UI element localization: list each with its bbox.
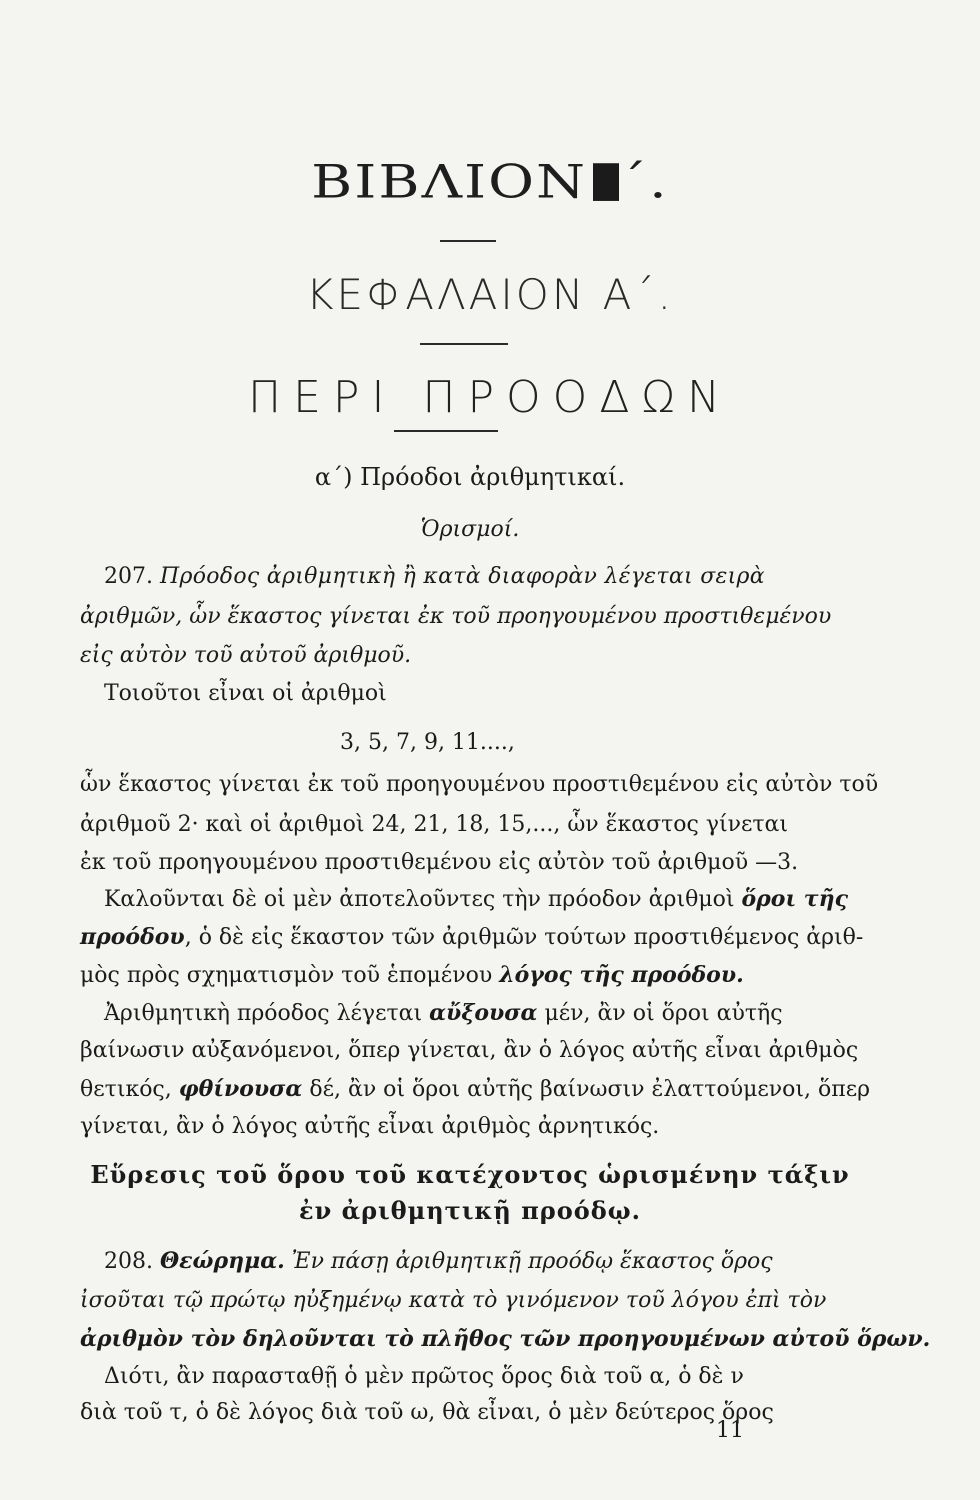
section-heading: ἐν ἀριθμητικῇ προόδῳ. (299, 1196, 641, 1225)
paragraph-line (80, 562, 860, 592)
paragraph-line: ἀριθμὸν τὸν δηλοῦνται τὸ πλῆθος τῶν προηγουμένων αὐτοῦ ὅρων. (80, 1326, 931, 1352)
paragraph-line (104, 884, 860, 915)
book-title-text: ΒΙΒΛΙΟΝ (311, 155, 588, 210)
term-bold: Θεώρημα. (159, 1248, 285, 1274)
term-bold: προόδου (80, 924, 185, 950)
paragraph-text: δέ, ἂν οἱ ὅροι αὐτῆς βαίνωσιν ἐλαττούμενοι, ὅπερ (309, 1077, 871, 1102)
section-heading: Εὕρεσις τοῦ ὅρου τοῦ κατέχοντος ὡρισμένην τάξιν (90, 1160, 850, 1189)
term-bold: φθίνουσα (178, 1076, 303, 1102)
paragraph-line: ἰσοῦται τῷ πρώτῳ ηὐξημένῳ κατὰ τὸ γινόμενον τοῦ λόγου ἐπὶ τὸν (80, 1288, 827, 1313)
paragraph-line (104, 998, 860, 1029)
paragraph-line: ὧν ἕκαστος γίνεται ἐκ τοῦ προηγουμένου προστιθεμένου εἰς αὐτὸν τοῦ (80, 772, 879, 797)
divider-rule (440, 240, 496, 242)
paragraph-text: μέν, ἂν οἱ ὅροι αὐτῆς (544, 1001, 783, 1026)
paragraph-number: 207. (104, 564, 153, 589)
paragraph-text: Ἀριθμητικὴ πρόοδος λέγεται (104, 1001, 423, 1026)
paragraph-line (80, 1246, 860, 1277)
term-bold: αὔξουσα (429, 1000, 538, 1026)
book-title (0, 156, 980, 209)
paragraph-line: ἀριθμοῦ 2· καὶ οἱ ἀριθμοὶ 24, 21, 18, 15,..., ὧν ἕκαστος γίνεται (80, 812, 789, 837)
divider-rule (420, 343, 508, 345)
paragraph-line: διὰ τοῦ τ, ὁ δὲ λόγος διὰ τοῦ ω, θὰ εἶναι, ὁ μὲν δεύτερος ὅρος (80, 1400, 774, 1425)
paragraph-line: ἐκ τοῦ προηγουμένου προστιθεμένου εἰς αὐτὸν τοῦ ἀριθμοῦ —3. (80, 850, 799, 875)
paragraph-line: βαίνωσιν αὐξανόμενοι, ὅπερ γίνεται, ἂν ὁ λόγος αὐτῆς εἶναι ἀριθμὸς (80, 1038, 859, 1063)
paragraph-line: ἀριθμῶν, ὧν ἕκαστος γίνεται ἐκ τοῦ προηγουμένου προστιθεμένου (80, 604, 832, 629)
paragraph-line: εἰς αὐτὸν τοῦ αὐτοῦ ἀριθμοῦ. (80, 643, 412, 668)
paragraph-text: Πρόοδος ἀριθμητικὴ ἢ κατὰ διαφορὰν λέγεται σειρὰ (159, 564, 765, 589)
paragraph-text: Ἐν πάσῃ ἀριθμητικῇ προόδῳ ἕκαστος ὅρος (291, 1249, 773, 1274)
page-number: 11 (716, 1418, 744, 1443)
topic-title: ΠΕΡΙ ΠΡΟΟΔΩΝ (248, 372, 732, 423)
subheading: Ὁρισμοί. (420, 517, 520, 542)
paragraph-line (80, 1074, 871, 1105)
ink-mark (593, 163, 619, 201)
section-heading: α΄) Πρόοδοι ἀριθμητικαί. (314, 463, 626, 491)
paragraph-text: μὸς πρὸς σχηματισμὸν τοῦ ἑπομένου (80, 963, 493, 988)
paragraph-line: Διότι, ἂν παρασταθῇ ὁ μὲν πρῶτος ὅρος διὰ τοῦ α, ὁ δὲ ν (104, 1364, 744, 1389)
paragraph-line (80, 960, 860, 991)
paragraph-line: Τοιοῦτοι εἶναι οἱ ἀριθμοὶ (104, 681, 387, 706)
book-title-suffix: ´. (619, 155, 669, 210)
number-sequence: 3, 5, 7, 9, 11...., (340, 730, 515, 755)
paragraph-line (80, 922, 864, 953)
chapter-title: ΚΕΦΑΛΑΙΟΝ Α΄. (306, 270, 674, 319)
paragraph-text: θετικός, (80, 1077, 172, 1102)
divider-rule (394, 430, 498, 432)
term-bold: ὅροι τῆς (741, 886, 848, 912)
paragraph-text: Καλοῦνται δὲ οἱ μὲν ἀποτελοῦντες τὴν πρόοδον ἀριθμοὶ (104, 887, 735, 912)
paragraph-number: 208. (104, 1249, 153, 1274)
paragraph-line: γίνεται, ἂν ὁ λόγος αὐτῆς εἶναι ἀριθμὸς ἀρνητικός. (80, 1114, 660, 1139)
term-bold: λόγος τῆς προόδου. (499, 962, 744, 988)
paragraph-text: , ὁ δὲ εἰς ἕκαστον τῶν ἀριθμῶν τούτων προστιθέμενος ἀριθ- (184, 925, 864, 950)
